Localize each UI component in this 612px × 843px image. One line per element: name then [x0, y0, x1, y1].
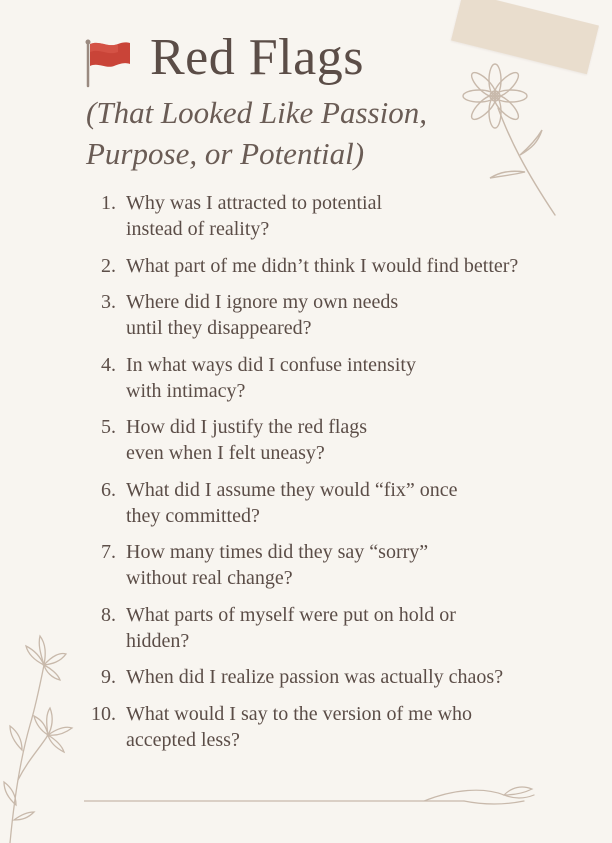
question-item [82, 289, 572, 341]
question-number: 4. [101, 353, 116, 376]
question-item [82, 539, 572, 591]
question-item [82, 190, 572, 242]
question-number: 8. [101, 603, 116, 626]
page-title: Red Flags [150, 29, 364, 86]
question-text: How did I justify the red flags even when I felt uneasy? [126, 416, 368, 464]
question-item [82, 664, 572, 690]
question-text: What parts of myself were put on hold or hidden? [126, 603, 456, 652]
question-number: 9. [101, 666, 116, 688]
question-text: When did I realize passion was actually chaos? [126, 666, 504, 688]
flower-illustration-bottom-left [0, 630, 90, 843]
question-item [82, 701, 572, 753]
question-item [82, 602, 572, 654]
question-item [82, 477, 572, 529]
question-text: How many times did they say “sorry” without real change? [126, 541, 429, 589]
question-number: 7. [101, 541, 116, 563]
question-number: 3. [101, 291, 116, 313]
question-text: What did I assume they would “fix” once they committed? [126, 478, 458, 527]
question-text: What would I say to the version of me who accepted less? [126, 702, 473, 751]
question-number: 2. [101, 254, 116, 277]
decorative-divider [84, 781, 550, 811]
question-text: Where did I ignore my own needs until they disappeared? [126, 291, 399, 339]
question-item [82, 414, 572, 466]
question-number: 6. [101, 478, 116, 501]
question-text: In what ways did I confuse intensity with intimacy? [126, 353, 416, 402]
question-number: 1. [101, 192, 116, 214]
page-subtitle: (That Looked Like Passion, Purpose, or Potential) [86, 95, 427, 171]
question-text: Why was I attracted to potential instead of reality? [126, 192, 383, 240]
question-item [82, 352, 572, 404]
question-item [82, 253, 572, 279]
red-flag-icon [80, 38, 132, 88]
question-list [82, 190, 572, 763]
question-number: 10. [91, 702, 116, 725]
question-text: What part of me didn’t think I would find better? [126, 254, 519, 277]
question-number: 5. [101, 416, 116, 438]
